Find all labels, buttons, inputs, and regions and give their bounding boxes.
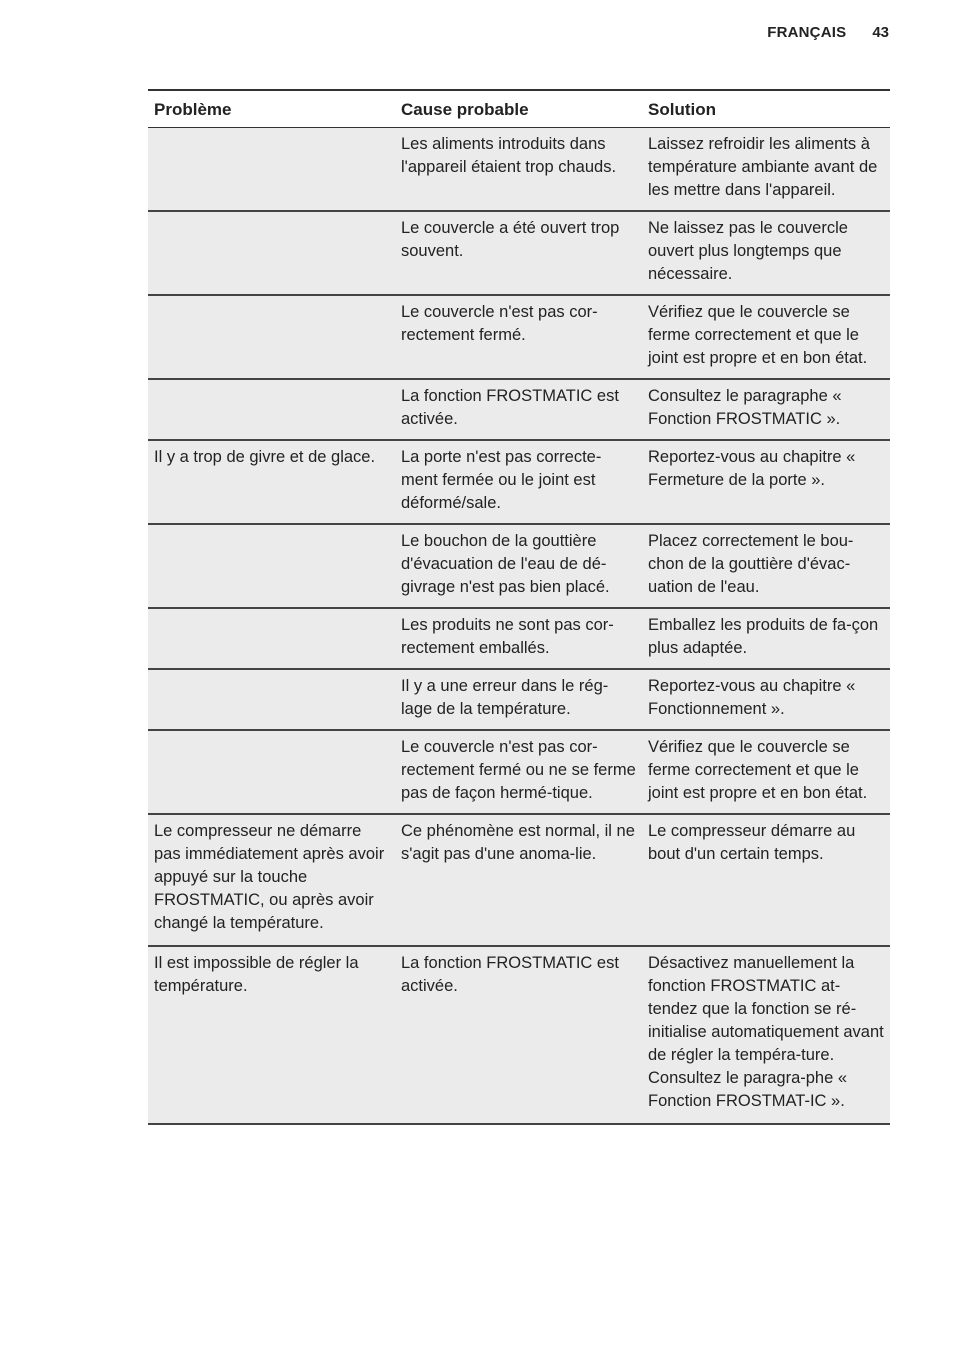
- table-row: [148, 669, 890, 730]
- solution-cell: Le compresseur démarre au bout d'un certain temps.: [642, 814, 890, 946]
- table-row: [148, 946, 890, 1124]
- table-row: [148, 608, 890, 669]
- table-row: [148, 524, 890, 608]
- cause-cell: Le couvercle n'est pas cor-rectement fermé ou ne se ferme pas de façon hermé-tique.: [395, 730, 642, 814]
- table-row: [148, 814, 890, 946]
- table-row: [148, 128, 890, 212]
- solution-cell: Désactivez manuellement la fonction FROSTMATIC at-tendez que la fonction se ré-initialise automatiquement avant de régler la tempéra-ture. Consultez le paragra-phe « Fonction FROSTMAT-IC ».: [642, 946, 890, 1124]
- page-number: 43: [872, 24, 889, 41]
- solution-cell: Consultez le paragraphe « Fonction FROSTMATIC ».: [642, 379, 890, 440]
- problem-cell: [148, 524, 395, 608]
- column-header-solution: Solution: [642, 90, 890, 128]
- solution-cell: Reportez-vous au chapitre « Fonctionnement ».: [642, 669, 890, 730]
- table-row: [148, 730, 890, 814]
- problem-cell: [148, 608, 395, 669]
- column-header-problem: Problème: [148, 90, 395, 128]
- cause-cell: Il y a une erreur dans le rég-lage de la température.: [395, 669, 642, 730]
- cause-cell: La fonction FROSTMATIC est activée.: [395, 379, 642, 440]
- cause-cell: La porte n'est pas correcte-ment fermée ou le joint est déformé/sale.: [395, 440, 642, 524]
- solution-cell: Placez correctement le bou-chon de la gouttière d'évac-uation de l'eau.: [642, 524, 890, 608]
- problem-cell: Le compresseur ne démarre pas immédiatement après avoir appuyé sur la touche FROSTMATIC, ou après avoir changé la température.: [148, 814, 395, 946]
- troubleshooting-table: [148, 89, 890, 1125]
- table-header-row: [148, 90, 890, 128]
- problem-cell: [148, 669, 395, 730]
- solution-cell: Vérifiez que le couvercle se ferme correctement et que le joint est propre et en bon état.: [642, 730, 890, 814]
- cause-cell: Le couvercle n'est pas cor-rectement fermé.: [395, 295, 642, 379]
- cause-cell: Les aliments introduits dans l'appareil étaient trop chauds.: [395, 128, 642, 212]
- problem-cell: [148, 128, 395, 212]
- problem-cell: [148, 295, 395, 379]
- problem-cell: [148, 379, 395, 440]
- problem-cell: Il y a trop de givre et de glace.: [148, 440, 395, 524]
- cause-cell: Les produits ne sont pas cor-rectement emballés.: [395, 608, 642, 669]
- page-header: [767, 24, 889, 41]
- table-row: [148, 211, 890, 295]
- column-header-cause: Cause probable: [395, 90, 642, 128]
- cause-cell: Ce phénomène est normal, il ne s'agit pas d'une anoma-lie.: [395, 814, 642, 946]
- cause-cell: Le bouchon de la gouttière d'évacuation de l'eau de dé-givrage n'est pas bien placé.: [395, 524, 642, 608]
- cause-cell: La fonction FROSTMATIC est activée.: [395, 946, 642, 1124]
- table-row: [148, 379, 890, 440]
- problem-cell: [148, 730, 395, 814]
- solution-cell: Laissez refroidir les aliments à température ambiante avant de les mettre dans l'appareil.: [642, 128, 890, 212]
- problem-cell: Il est impossible de régler la température.: [148, 946, 395, 1124]
- table-row: [148, 295, 890, 379]
- problem-cell: [148, 211, 395, 295]
- solution-cell: Vérifiez que le couvercle se ferme correctement et que le joint est propre et en bon état.: [642, 295, 890, 379]
- cause-cell: Le couvercle a été ouvert trop souvent.: [395, 211, 642, 295]
- language-label: FRANÇAIS: [767, 24, 847, 41]
- solution-cell: Reportez-vous au chapitre « Fermeture de la porte ».: [642, 440, 890, 524]
- solution-cell: Ne laissez pas le couvercle ouvert plus longtemps que nécessaire.: [642, 211, 890, 295]
- table-row: [148, 440, 890, 524]
- solution-cell: Emballez les produits de fa-çon plus adaptée.: [642, 608, 890, 669]
